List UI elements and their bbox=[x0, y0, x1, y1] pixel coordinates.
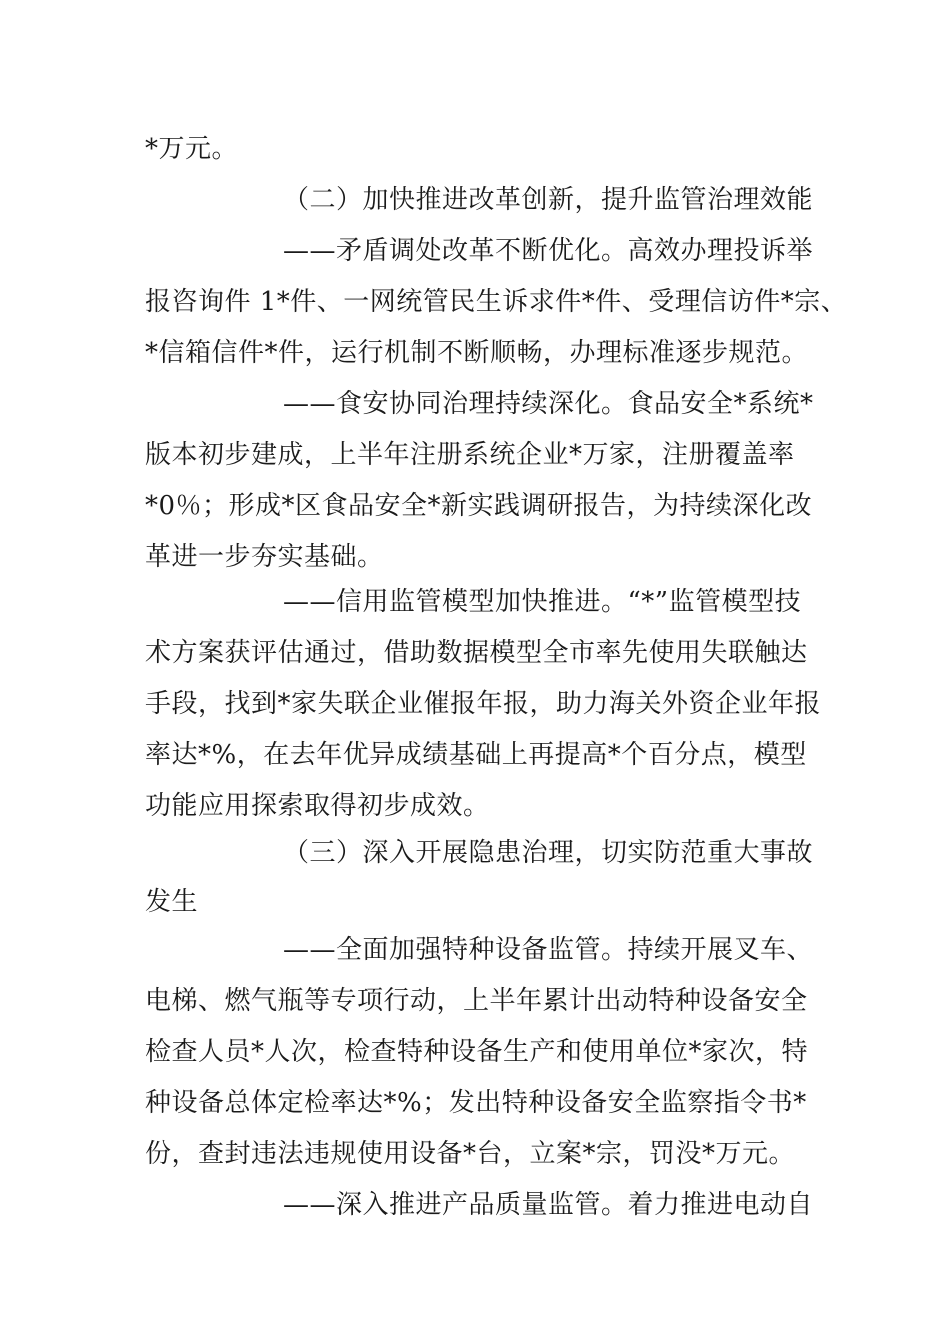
section-heading: 发生 bbox=[145, 887, 199, 917]
text-line: 革进一步夯实基础。 bbox=[145, 542, 384, 572]
text-line: *信箱信件*件，运行机制不断顺畅，办理标准逐步规范。 bbox=[145, 338, 809, 368]
text-line: 份，查封违法违规使用设备*台，立案*宗，罚没*万元。 bbox=[145, 1139, 796, 1169]
text-line: ——食安协同治理持续深化。食品安全*系统* bbox=[283, 389, 814, 419]
text-line: ——全面加强特种设备监管。持续开展叉车、 bbox=[283, 935, 814, 965]
text-line: *0％；形成*区食品安全*新实践调研报告，为持续深化改 bbox=[145, 491, 813, 521]
text-line: 术方案获评估通过，借助数据模型全市率先使用失联触达 bbox=[145, 638, 808, 668]
text-line: *万元。 bbox=[145, 134, 239, 164]
text-line: ——矛盾调处改革不断优化。高效办理投诉举 bbox=[283, 236, 814, 266]
section-heading: （三）深入开展隐患治理，切实防范重大事故 bbox=[283, 838, 814, 868]
text-line: 报咨询件 1*件、一网统管民生诉求件*件、受理信访件*宗、 bbox=[145, 287, 848, 317]
section-heading: （二）加快推进改革创新，提升监管治理效能 bbox=[283, 185, 814, 215]
text-line: 版本初步建成，上半年注册系统企业*万家，注册覆盖率 bbox=[145, 440, 795, 470]
text-line: ——深入推进产品质量监管。着力推进电动自 bbox=[283, 1190, 814, 1220]
text-line: 手段，找到*家失联企业催报年报，助力海关外资企业年报 bbox=[145, 689, 822, 719]
text-line: 种设备总体定检率达*%；发出特种设备安全监察指令书* bbox=[145, 1088, 807, 1118]
text-line: ——信用监管模型加快推进。“*”监管模型技 bbox=[283, 587, 802, 617]
text-line: 电梯、燃气瓶等专项行动，上半年累计出动特种设备安全 bbox=[145, 986, 808, 1016]
text-line: 检查人员*人次，检查特种设备生产和使用单位*家次，特 bbox=[145, 1037, 809, 1067]
text-line: 功能应用探索取得初步成效。 bbox=[145, 791, 490, 821]
text-line: 率达*%，在去年优异成绩基础上再提高*个百分点，模型 bbox=[145, 740, 807, 770]
